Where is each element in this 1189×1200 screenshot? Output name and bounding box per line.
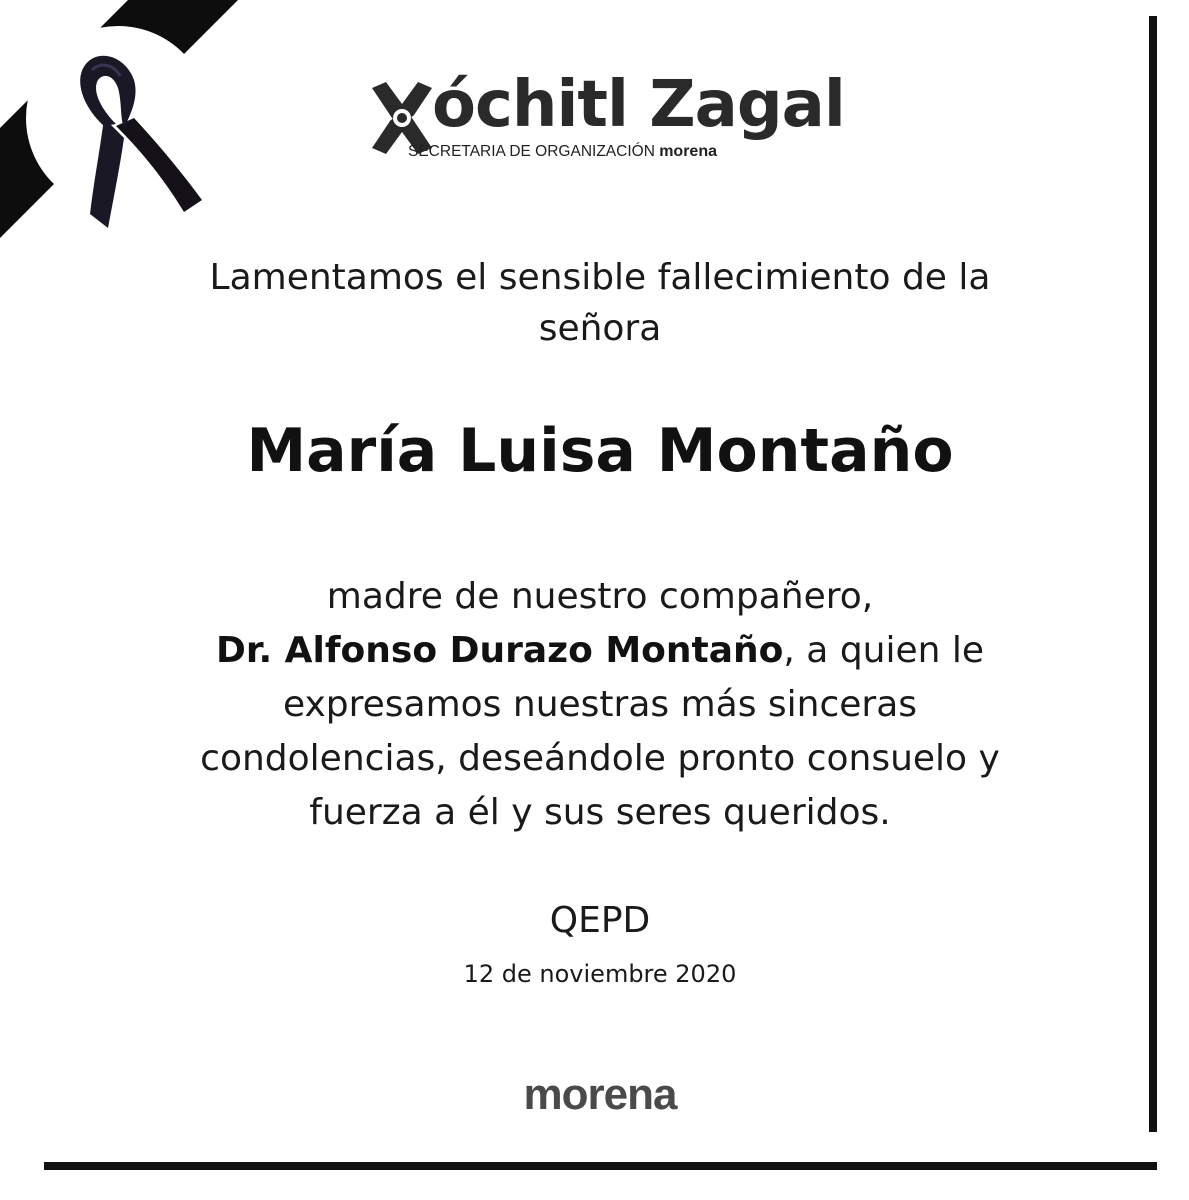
mourning-ribbon-icon	[0, 0, 260, 260]
message-line-4: condolencias, deseándole pronto consuelo y	[200, 738, 1000, 779]
morena-footer-logo: morena	[523, 1070, 677, 1119]
xochitl-zagal-logo	[366, 68, 845, 166]
frame-right-border	[1149, 16, 1157, 1132]
message-line-2	[80, 624, 1120, 678]
message-line-2-rest: , a quien le	[783, 630, 985, 671]
lead-line-2: señora	[538, 308, 662, 349]
qepd-text: QEPD	[549, 900, 651, 941]
message-line-1: madre de nuestro compañero,	[326, 576, 874, 617]
message-bold-name: Dr. Alfonso Durazo Montaño	[215, 630, 784, 671]
condolence-lead	[80, 252, 1120, 354]
logo-name: óchitl Zagal	[432, 68, 845, 142]
condolence-message	[80, 570, 1120, 840]
frame-bottom-border	[44, 1162, 1157, 1170]
lead-line-1: Lamentamos el sensible fallecimiento de la	[209, 257, 991, 298]
logo-subtitle	[408, 143, 717, 161]
logo-party-text: morena	[659, 143, 717, 160]
logo-subtitle-text: SECRETARIA DE ORGANIZACIÓN	[408, 143, 655, 160]
date-text: 12 de noviembre 2020	[463, 960, 737, 988]
message-line-3: expresamos nuestras más sinceras	[282, 684, 918, 725]
deceased-name: María Luisa Montaño	[246, 416, 954, 486]
message-line-5: fuerza a él y sus seres queridos.	[309, 792, 891, 833]
